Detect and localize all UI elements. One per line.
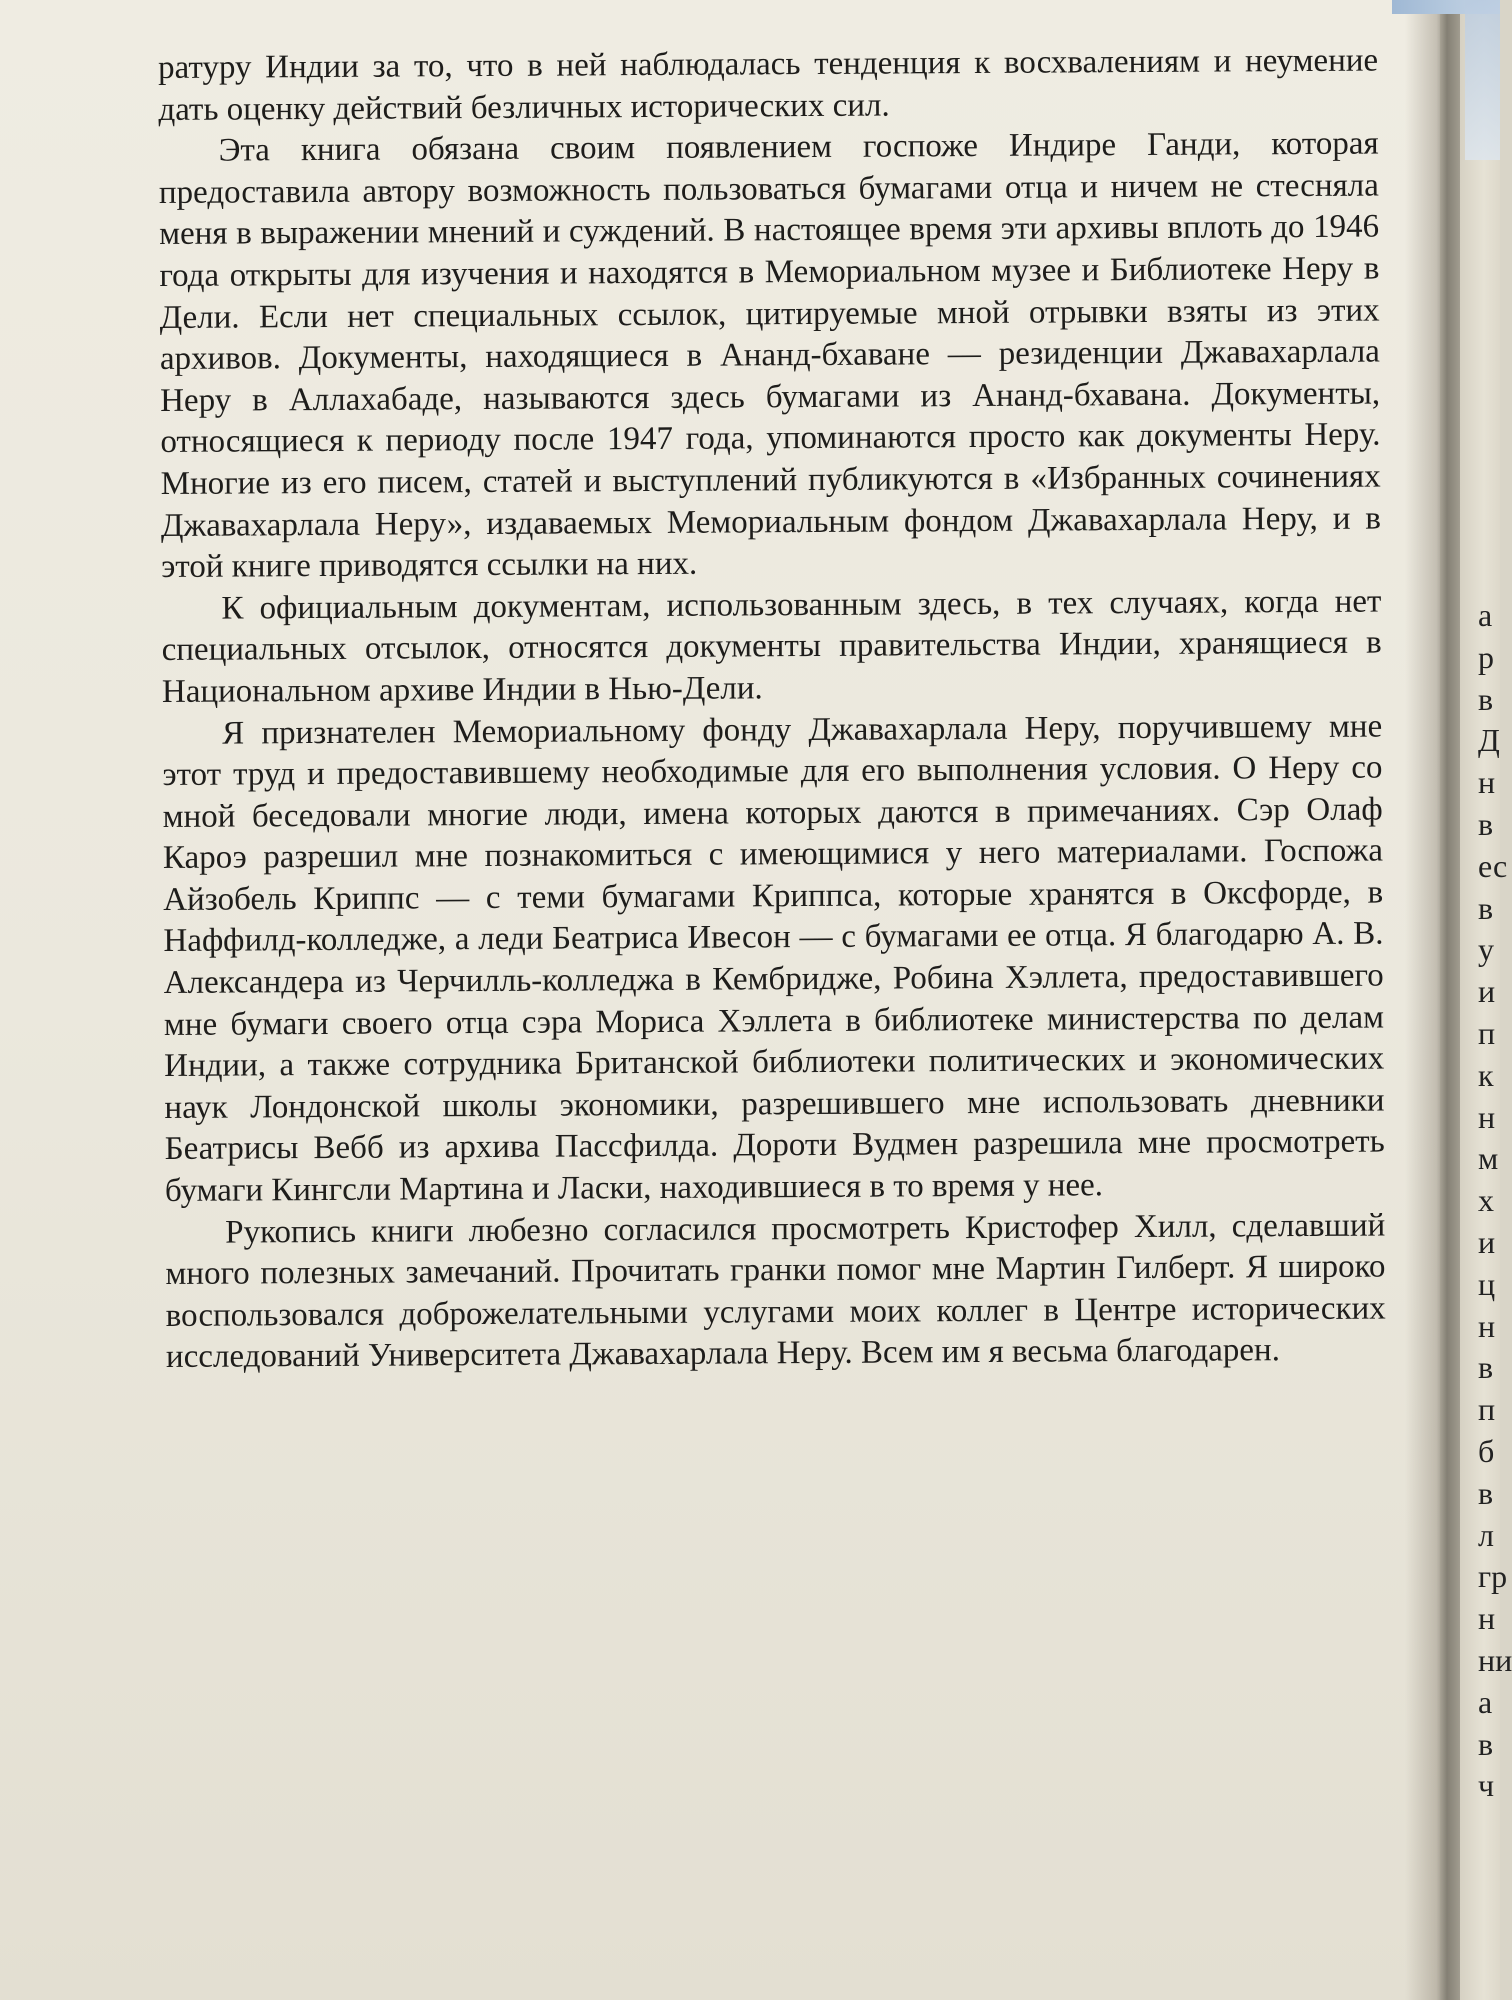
facing-page-fragment: п (1478, 1391, 1496, 1428)
facing-page-fragment: Д (1478, 722, 1500, 759)
facing-page-fragment: ц (1478, 1265, 1496, 1302)
paragraph-4: Я признателен Мемориальному фонду Джавахарлала Неру, поручившему мне этот труд и предоставившему необходимые для его выполнения условия. О Неру со мной беседовали многие люди, имена которых даются в примечаниях. Сэр Олаф Кароэ разрешил мне познакомиться с имеющимися у него материалами. Госпожа Айзобель Криппс — с теми бумагами Криппса, которые хранятся в Оксфорде, в Наффилд-колледже, а леди Беатриса Ивесон — с бумагами ее отца. Я благодарю А. В. Александера из Черчилль-колледжа в Кембридже, Робина Хэллета, предоставившего мне бумаги своего отца сэра Мориса Хэллета в библиотеке министерства по делам Индии, а также сотрудника Британской библиотеки политических и экономических наук Лондонской школы экономики, разрешившего мне использовать дневники Беатрисы Вебб из архива Пассфилда. Дороти Вудмен разрешила мне просмотреть бумаги Кингсли Мартина и Ласки, находившиеся в то время у нее. (162, 708, 1385, 1210)
facing-page-fragment: в (1478, 680, 1494, 717)
facing-page-fragment: п (1478, 1014, 1496, 1051)
facing-page-fragment: к (1478, 1056, 1494, 1093)
facing-page-fragment: и (1478, 1223, 1496, 1260)
body-text (158, 41, 1386, 1379)
facing-page-fragment: ч (1478, 1767, 1495, 1804)
facing-page-fragment: р (1478, 638, 1494, 675)
facing-page-fragment: у (1478, 931, 1494, 968)
facing-page-fragment: н (1478, 1098, 1496, 1135)
facing-page-fragment: в (1478, 1474, 1494, 1511)
facing-page-fragment: ни (1478, 1641, 1512, 1678)
facing-page-fragment: ес (1478, 847, 1508, 884)
facing-page-fragment: в (1478, 805, 1494, 842)
facing-page-fragment: а (1478, 597, 1493, 633)
paragraph-1: ратуру Индии за то, что в ней наблюдалась тенденция к восхвалениям и неумение дать оценку действий безличных исторических сил. (158, 42, 1379, 128)
facing-page-fragment: в (1478, 1349, 1494, 1386)
facing-page-fragment: л (1478, 1516, 1494, 1553)
facing-page-fragment: н (1478, 1307, 1496, 1344)
facing-page-text (1478, 595, 1512, 1807)
facing-page-fragment: б (1478, 1432, 1495, 1469)
facing-page-fragment: гр (1478, 1558, 1508, 1595)
paragraph-2: Эта книга обязана своим появлением госпоже Индире Ганди, которая предоставила автору возможность пользоваться бумагами отца и ничем не стесняла меня в выражении мнений и суждений. В настоящее время эти архивы вплоть до 1946 года открыты для изучения и находятся в Мемориальном музее и Библиотеке Неру в Дели. Если нет специальных ссылок, цитируемые мной отрывки взяты из этих архивов. Документы, находящиеся в Ананд-бхаване — резиденции Джавахарлала Неру в Аллахабаде, называются здесь бумагами из Ананд-бхавана. Документы, относящиеся к периоду после 1947 года, упоминаются просто как документы Неру. Многие из его писем, статей и выступлений публикуются в «Избранных сочинениях Джавахарлала Неру», издаваемых Мемориальным фондом Джавахарлала Неру, и в этой книге приводятся ссылки на них. (158, 125, 1382, 586)
facing-page-fragment: в (1478, 889, 1494, 926)
facing-page-fragment: х (1478, 1182, 1494, 1219)
facing-page-fragment: н (1478, 764, 1496, 801)
facing-page-fragment: и (1478, 973, 1496, 1010)
facing-page-fragment: м (1478, 1140, 1499, 1177)
facing-page-fragment: н (1478, 1600, 1496, 1637)
bookmark-edge (1465, 0, 1500, 160)
paragraph-5: Рукопись книги любезно согласился просмотреть Кристофер Хилл, сделавший много полезных замечаний. Прочитать гранки помог мне Мартин Гилберт. Я широко воспользовался доброжелательными услугами моих коллег в Центре исторических исследований Университета Джавахарлала Неру. Всем им я весьма благодарен. (165, 1207, 1386, 1376)
paragraph-3: К официальным документам, использованным здесь, в тех случаях, когда нет специальных отсылок, относятся документы правительства Индии, хранящиеся в Национальном архиве Индии в Нью-Дели. (161, 583, 1382, 710)
facing-page-fragment: а (1478, 1683, 1493, 1720)
facing-page-fragment: в (1478, 1725, 1494, 1762)
